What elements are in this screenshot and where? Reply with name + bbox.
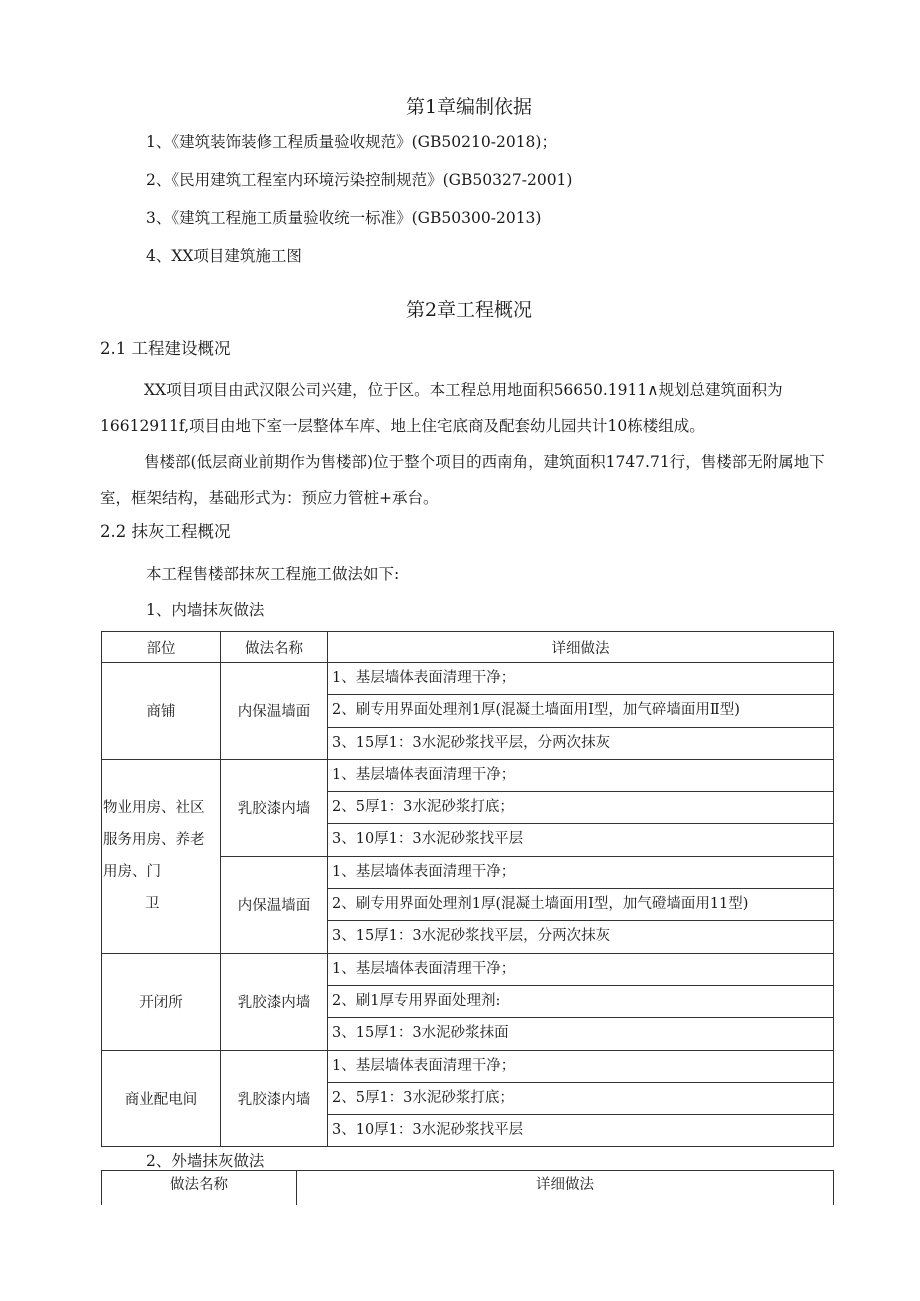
header-method: 做法名称 [221, 632, 328, 663]
step-text: 3、15厚1：3水泥砂浆找平层，分两次抹灰 [332, 734, 611, 751]
step-text: 2、5厚1：3水泥砂浆打底； [328, 1083, 833, 1115]
overview-paragraph-2: 售楼部(低层商业前期作为售楼部)位于整个项目的西南角，建筑面积1747.71行，售楼部无附属地下室，框架结构，基础形式为：预应力管桩+承台。 [100, 453, 825, 507]
step-text: 3、15厚1：3水泥砂浆找平层，分两次抹灰 [332, 928, 611, 945]
steps-cell [328, 663, 834, 760]
location-line: 用房、门 [103, 864, 161, 881]
method-cell: 内保温墙面 [221, 856, 328, 953]
interior-wall-subheading: 1、内墙抹灰做法 [146, 601, 265, 619]
step-text: 2、5厚1：3水泥砂浆打底； [328, 792, 833, 824]
location-line: 卫 [145, 896, 160, 913]
table-row [102, 1050, 834, 1147]
reference-item-2: 2、《民用建筑工程室内环境污染控制规范》(GB50327-2001) [146, 171, 573, 189]
step-text: 1、基层墙体表面清理干净； [328, 857, 833, 889]
reference-item-3: 3、《建筑工程施工质量验收统一标准》(GB50300-2013) [146, 209, 542, 227]
step-text: 3、10厚1：3水泥砂浆找平层 [332, 1122, 524, 1139]
step-text: 2、刷专用界面处理剂1厚(混凝土墙面用Ⅰ型，加气碎墙面用Ⅱ型) [328, 695, 833, 727]
table-header-row [102, 632, 834, 663]
exterior-plaster-table [101, 1170, 834, 1205]
steps-cell [328, 1050, 834, 1147]
chapter-2-title: 第2章工程概况 [405, 299, 533, 321]
steps-cell [328, 759, 834, 856]
step-text: 3、15厚1：3水泥砂浆抹面 [332, 1025, 509, 1042]
steps-cell [328, 953, 834, 1050]
location-cell: 商业配电间 [102, 1050, 221, 1147]
header-method: 做法名称 [102, 1171, 297, 1205]
steps-cell [328, 856, 834, 953]
chapter-1-title: 第1章编制依据 [405, 96, 533, 118]
header-location: 部位 [102, 632, 221, 663]
plaster-intro: 本工程售楼部抹灰工程施工做法如下: [146, 565, 400, 583]
step-text: 1、基层墙体表面清理干净； [328, 954, 833, 986]
section-2-1-heading: 2.1 工程建设概况 [100, 339, 231, 358]
reference-item-4: 4、XX项目建筑施工图 [146, 247, 302, 265]
step-text: 1、基层墙体表面清理干净； [328, 760, 833, 792]
exterior-wall-subheading: 2、外墙抹灰做法 [146, 1152, 265, 1170]
table-header-row [102, 1171, 834, 1205]
header-details: 详细做法 [297, 1171, 834, 1205]
table-row [102, 953, 834, 1050]
step-text: 2、刷专用界面处理剂1厚(混凝土墙面用Ⅰ型，加气磴墙面用11型) [328, 889, 833, 921]
location-cell: 商铺 [102, 663, 221, 760]
method-cell: 乳胶漆内墙 [221, 1050, 328, 1147]
table-row [102, 759, 834, 856]
interior-plaster-table [101, 631, 834, 1147]
location-cell-multi [102, 759, 221, 953]
step-text: 2、刷1厚专用界面处理剂: [328, 986, 833, 1018]
reference-item-1: 1、《建筑装饰装修工程质量验收规范》(GB50210-2018)； [146, 133, 557, 151]
section-2-2-heading: 2.2 抹灰工程概况 [100, 522, 231, 541]
step-text: 1、基层墙体表面清理干净； [328, 1051, 833, 1083]
location-cell: 开闭所 [102, 953, 221, 1050]
method-cell: 内保温墙面 [221, 663, 328, 760]
table-row [102, 663, 834, 760]
location-line: 物业用房、社区 [103, 800, 205, 817]
method-cell: 乳胶漆内墙 [221, 759, 328, 856]
overview-paragraph-1: XX项目项目由武汉限公司兴建，位于区。本工程总用地面积56650.1911∧规划总建筑面积为16612911f,项目由地下室一层整体车库、地上住宅底商及配套幼儿园共计10栋楼组成。 [100, 381, 783, 435]
header-details: 详细做法 [328, 632, 834, 663]
step-text: 1、基层墙体表面清理干净； [328, 663, 833, 695]
method-cell: 乳胶漆内墙 [221, 953, 328, 1050]
location-line: 服务用房、养老 [103, 832, 205, 849]
step-text: 3、10厚1：3水泥砂浆找平层 [332, 831, 524, 848]
